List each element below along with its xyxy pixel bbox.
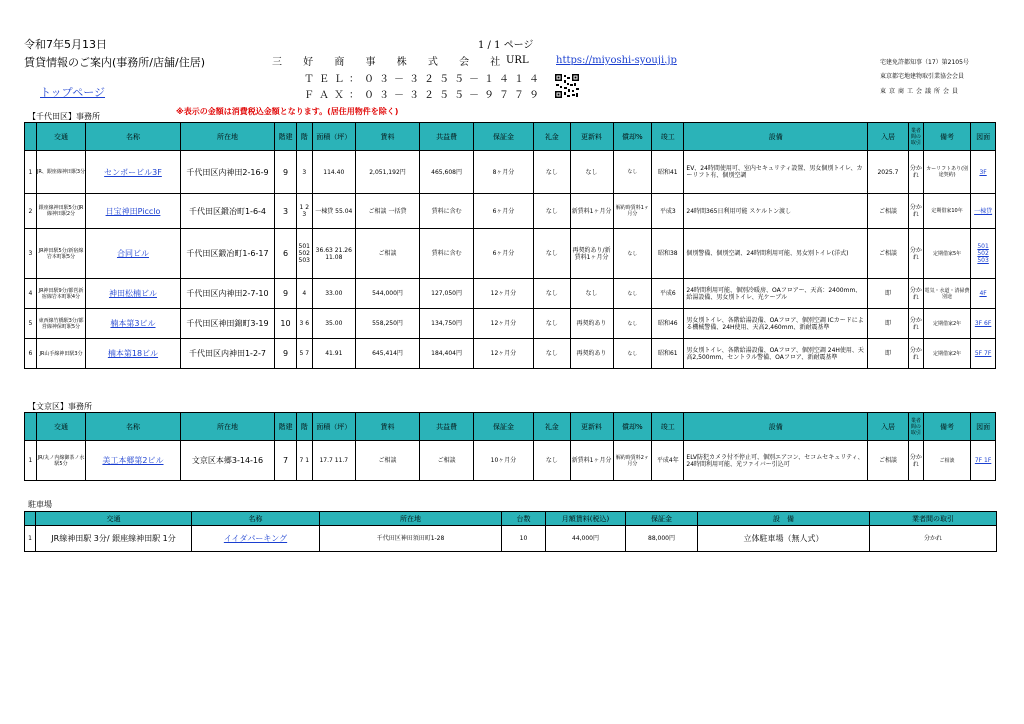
floor-cell: 3 6 [296, 309, 312, 339]
equipment-cell: ELV防犯カメラ付不停止可、個別エアコン、セコムセキュリティ、24時間利用可能、光ファイバー引込可 [684, 441, 868, 481]
address-cell: 千代田区神田須田町1-28 [320, 526, 502, 552]
header-cell: 階 [296, 123, 312, 151]
header-cell: 業者間の取引 [908, 123, 923, 151]
floor-plan-link[interactable]: 一棟貸 [971, 194, 996, 229]
rent-cell: ご相談 一括貸 [355, 194, 419, 229]
floors-cell: 6 [275, 229, 296, 279]
access-cell: JR山手線神田駅3分 [36, 339, 85, 369]
header-cell: 階建 [275, 413, 296, 441]
association-membership: 東京都宅地建物取引業協会会員 [880, 73, 965, 80]
move-in-cell: 即 [868, 309, 909, 339]
equipment-cell: 24時間利用可能、個別冷暖房、OAフロアー、天高：2400mm、給湯設備、男女別トイレ、光ケーブル [684, 279, 868, 309]
common-fee-cell: ご相談 [420, 441, 474, 481]
renewal-fee-cell: なし [570, 279, 613, 309]
parking-table [24, 511, 997, 552]
area-cell: 一棟貸 55.04 [312, 194, 355, 229]
deposit-cell: 6ヶ月分 [473, 229, 533, 279]
header-cell: 所在地 [180, 123, 275, 151]
built-year-cell: 昭和38 [652, 229, 684, 279]
equipment-cell: 立体駐車場（無人式） [698, 526, 870, 552]
header-cell: 名称 [86, 413, 181, 441]
renewal-fee-cell: なし [570, 151, 613, 194]
equipment-cell: EV、24時間使用可、室内セキュリティ設置、男女個別トイレ、カーリフト有、個別空調 [684, 151, 868, 194]
area-cell: 35.00 [312, 309, 355, 339]
tax-notice: ※表示の金額は消費税込金額となります。(居住用物件を除く) [176, 107, 399, 116]
header-cell: 設備 [684, 413, 868, 441]
property-name-link[interactable]: センボービル3F [86, 151, 181, 194]
row-number: 4 [25, 279, 37, 309]
amortization-cell: なし [613, 339, 652, 369]
access-cell: JR神田駅5分/新宿線岩本町駅5分 [36, 229, 85, 279]
floor-cell: 1 2 3 [296, 194, 312, 229]
header-cell: 階建 [275, 123, 296, 151]
floor-cell: 501 502 503 [296, 229, 312, 279]
header-cell: 償却% [613, 413, 652, 441]
header-cell: 保証金 [473, 123, 533, 151]
access-cell: JR神田駅9分/都営新宿線岩本町駅4分 [36, 279, 85, 309]
equipment-cell: 男女別トイレ、各階給湯設備、OAフロア、個別空調 ICカードによる機械警備、24H使用、天高2,460mm、新耐震基準 [684, 309, 868, 339]
parking-name-link[interactable]: イイダパーキング [192, 526, 320, 552]
amortization-cell: なし [613, 151, 652, 194]
header-cell: 設備 [684, 123, 868, 151]
header-cell: 業者間の取引 [908, 413, 923, 441]
trade-cell: 分かれ [908, 229, 923, 279]
company-name: 三 好 商 事 株 式 会 社 [272, 57, 510, 68]
header-cell: 更新料 [570, 123, 613, 151]
header-cell: 階 [296, 413, 312, 441]
access-cell: 銀座線神田駅5分/JR線神田駅2分 [36, 194, 85, 229]
move-in-cell: 即 [868, 339, 909, 369]
deposit-cell: 12ヶ月分 [473, 279, 533, 309]
floors-cell: 10 [275, 309, 296, 339]
amortization-cell: なし [613, 279, 652, 309]
company-tel: ＴＥＬ：０３－３２５５－１４１４ [304, 74, 544, 85]
common-fee-cell: 184,404円 [420, 339, 474, 369]
table-row [25, 309, 996, 339]
header-cell: 竣工 [652, 123, 684, 151]
bunkyo-office-table [24, 412, 996, 481]
section-label-parking: 駐車場 [28, 500, 52, 509]
area-cell: 114.40 [312, 151, 355, 194]
company-fax: ＦＡＸ：０３－３２５５－９７７９ [304, 90, 544, 101]
access-cell: JR線神田駅 3分/ 銀座線神田駅 1分 [36, 526, 192, 552]
trade-cell: 分かれ [908, 194, 923, 229]
address-cell: 千代田区鍛冶町1-6-17 [180, 229, 275, 279]
deposit-cell: 10ヶ月分 [473, 441, 533, 481]
rent-cell: 2,051,192円 [355, 151, 419, 194]
header-cell: 入居 [868, 413, 909, 441]
header-cell: 所在地 [180, 413, 275, 441]
header-cell: 名称 [86, 123, 181, 151]
rent-cell: ご相談 [355, 441, 419, 481]
header-cell: 賃料 [355, 123, 419, 151]
key-money-cell: なし [534, 339, 571, 369]
key-money-cell: なし [534, 229, 571, 279]
note-cell: 定期借家5年 [923, 229, 970, 279]
rent-cell: 44,000円 [546, 526, 626, 552]
trade-cell: 分かれ [908, 309, 923, 339]
deposit-cell: 8ヶ月分 [473, 151, 533, 194]
floor-plan-link[interactable]: 5F 7F [971, 339, 996, 369]
deposit-cell: 12ヶ月分 [473, 339, 533, 369]
header-cell: 設 備 [698, 512, 870, 526]
header-cell [25, 413, 37, 441]
row-number: 1 [25, 441, 37, 481]
common-fee-cell: 134,750円 [420, 309, 474, 339]
renewal-fee-cell: 新賃料1ヶ月分 [570, 441, 613, 481]
floor-plan-link[interactable]: 7F 1F [971, 441, 996, 481]
floors-cell: 7 [275, 441, 296, 481]
floor-plan-link[interactable]: 501 502 503 [971, 229, 996, 279]
page-number: 1 / 1 ページ [478, 40, 534, 51]
table-header-row [25, 413, 996, 441]
floors-cell: 3 [275, 194, 296, 229]
property-name-link[interactable]: 楠本第3ビル [86, 309, 181, 339]
note-cell: 定期借家2年 [923, 309, 970, 339]
license-number: 宅建免許都知事（17）第2105号 [880, 59, 969, 66]
area-cell: 36.63 21.26 11.08 [312, 229, 355, 279]
renewal-fee-cell: 再契約あり [570, 339, 613, 369]
header-cell: 共益費 [420, 123, 474, 151]
row-number: 2 [25, 194, 37, 229]
table-header-row [25, 512, 997, 526]
property-name-link[interactable]: 合同ビル [86, 229, 181, 279]
address-cell: 千代田区内神田2-16-9 [180, 151, 275, 194]
table-row [25, 151, 996, 194]
deposit-cell: 12ヶ月分 [473, 309, 533, 339]
equipment-cell: 24時間365日利用可能 スケルトン渡し [684, 194, 868, 229]
area-cell: 33.00 [312, 279, 355, 309]
table-header-row [25, 123, 996, 151]
move-in-cell: ご相談 [868, 194, 909, 229]
header-cell: 備考 [923, 413, 970, 441]
header-cell [25, 123, 37, 151]
note-cell: 定期借家10年 [923, 194, 970, 229]
table-row [25, 279, 996, 309]
rent-cell: 645,414円 [355, 339, 419, 369]
floors-cell: 9 [275, 279, 296, 309]
header-cell: 賃料 [355, 413, 419, 441]
chiyoda-office-table [24, 122, 996, 369]
company-url-link[interactable]: https://miyoshi-syouji.jp [556, 55, 677, 66]
floors-cell: 9 [275, 339, 296, 369]
floor-plan-link[interactable]: 3F 6F [971, 309, 996, 339]
floor-plan-link[interactable]: 3F [971, 151, 996, 194]
built-year-cell: 平成6 [652, 279, 684, 309]
trade-cell: 分かれ [908, 279, 923, 309]
common-fee-cell: 127,050円 [420, 279, 474, 309]
built-year-cell: 昭和41 [652, 151, 684, 194]
header-cell: 共益費 [420, 413, 474, 441]
row-number: 3 [25, 229, 37, 279]
header-cell: 業者間の取引 [870, 512, 997, 526]
key-money-cell: なし [534, 279, 571, 309]
note-cell: ご相談 [923, 441, 970, 481]
property-name-link[interactable]: 日宝神田Picclo [86, 194, 181, 229]
table-row [25, 526, 997, 552]
equipment-cell: 個別警備、個別空調、24時間利用可能、男女別トイレ(洋式) [684, 229, 868, 279]
header-cell: 図面 [971, 413, 996, 441]
row-number: 1 [25, 151, 37, 194]
row-number: 1 [25, 526, 36, 552]
common-fee-cell: 465,608円 [420, 151, 474, 194]
row-number: 5 [25, 309, 37, 339]
note-cell: カーリフトあり(別途契約) [923, 151, 970, 194]
trade-cell: 分かれ [908, 441, 923, 481]
move-in-cell: 2025.7 [868, 151, 909, 194]
header-cell: 保証金 [473, 413, 533, 441]
built-year-cell: 平成4年 [652, 441, 684, 481]
common-fee-cell: 賃料に含む [420, 194, 474, 229]
header-cell: 月額賃料(税込) [546, 512, 626, 526]
address-cell: 千代田区内神田2-7-10 [180, 279, 275, 309]
move-in-cell: ご相談 [868, 441, 909, 481]
header-cell: 面積（坪） [312, 413, 355, 441]
count-cell: 10 [502, 526, 546, 552]
property-name-link[interactable]: 神田松楠ビル [86, 279, 181, 309]
floor-cell: 3 [296, 151, 312, 194]
row-number: 6 [25, 339, 37, 369]
trade-cell: 分かれ [908, 151, 923, 194]
section-label-bunkyo: 【文京区】事務所 [28, 402, 92, 411]
table-row [25, 339, 996, 369]
header-cell: 名称 [192, 512, 320, 526]
header-cell: 保証金 [626, 512, 698, 526]
url-label: URL [506, 55, 529, 66]
floor-plan-link[interactable]: 4F [971, 279, 996, 309]
note-cell: 電気・水道・清掃費別途 [923, 279, 970, 309]
address-cell: 千代田区鍛冶町1-6-4 [180, 194, 275, 229]
equipment-cell: 男女別トイレ、各階給湯設備、OAフロア、個別空調 24H使用、天高2,500mm、セントラル警備、OAフロア、新耐震基準 [684, 339, 868, 369]
built-year-cell: 昭和61 [652, 339, 684, 369]
page-title: 賃貸情報のご案内(事務所/店舗/住居) [24, 56, 205, 69]
renewal-fee-cell: 再契約あり/新賃料1ヶ月分 [570, 229, 613, 279]
header-cell: 所在地 [320, 512, 502, 526]
key-money-cell: なし [534, 441, 571, 481]
renewal-fee-cell: 新賃料1ヶ月分 [570, 194, 613, 229]
trade-cell: 分かれ [908, 339, 923, 369]
header-cell: 竣工 [652, 413, 684, 441]
header-cell: 交通 [36, 512, 192, 526]
address-cell: 千代田区神田錦町3-19 [180, 309, 275, 339]
table-row [25, 441, 996, 481]
header-cell: 備考 [923, 123, 970, 151]
table-row [25, 194, 996, 229]
move-in-cell: ご相談 [868, 229, 909, 279]
header-cell: 礼金 [534, 413, 571, 441]
trade-cell: 分かれ [870, 526, 997, 552]
address-cell: 千代田区内神田1-2-7 [180, 339, 275, 369]
header-cell: 入居 [868, 123, 909, 151]
rent-cell: ご相談 [355, 229, 419, 279]
amortization-cell: なし [613, 229, 652, 279]
amortization-cell: 解約時賃料1ヶ月分 [613, 194, 652, 229]
header-cell: 更新料 [570, 413, 613, 441]
section-label-chiyoda: 【千代田区】事務所 [28, 112, 100, 121]
floor-cell: 7 1 [296, 441, 312, 481]
property-name-link[interactable]: 楠本第18ビル [86, 339, 181, 369]
header-cell: 償却% [613, 123, 652, 151]
amortization-cell: なし [613, 309, 652, 339]
area-cell: 41.91 [312, 339, 355, 369]
common-fee-cell: 賃料に含む [420, 229, 474, 279]
access-cell: JR、銀座線神田駅3分 [36, 151, 85, 194]
header-cell: 図面 [971, 123, 996, 151]
access-cell: 東西線竹橋駅3分/都営線神保町駅5分 [36, 309, 85, 339]
header-cell: 台数 [502, 512, 546, 526]
built-year-cell: 平成3 [652, 194, 684, 229]
deposit-cell: 88,000円 [626, 526, 698, 552]
date: 令和7年5月13日 [24, 38, 107, 51]
rent-cell: 544,000円 [355, 279, 419, 309]
access-cell: JR/丸ノ内線御茶ノ水駅5分 [36, 441, 85, 481]
top-page-link[interactable]: トップページ [40, 86, 106, 99]
renewal-fee-cell: 再契約あり [570, 309, 613, 339]
note-cell: 定期借家2年 [923, 339, 970, 369]
deposit-cell: 6ヶ月分 [473, 194, 533, 229]
header-cell: 礼金 [534, 123, 571, 151]
floor-cell: 5 7 [296, 339, 312, 369]
header-cell [25, 512, 36, 526]
floor-cell: 4 [296, 279, 312, 309]
move-in-cell: 即 [868, 279, 909, 309]
qr-code-icon [554, 73, 580, 99]
header-cell: 交通 [36, 413, 85, 441]
header-cell: 交通 [36, 123, 85, 151]
amortization-cell: 解約時賃料2ヶ月分 [613, 441, 652, 481]
key-money-cell: なし [534, 151, 571, 194]
built-year-cell: 昭和46 [652, 309, 684, 339]
key-money-cell: なし [534, 194, 571, 229]
area-cell: 17.7 11.7 [312, 441, 355, 481]
address-cell: 文京区本郷3-14-16 [180, 441, 275, 481]
chamber-membership: 東京商工会議所会員 [880, 88, 962, 95]
property-name-link[interactable]: 美工本郷第2ビル [86, 441, 181, 481]
rent-cell: 558,250円 [355, 309, 419, 339]
floors-cell: 9 [275, 151, 296, 194]
table-row [25, 229, 996, 279]
header-cell: 面積（坪） [312, 123, 355, 151]
key-money-cell: なし [534, 309, 571, 339]
